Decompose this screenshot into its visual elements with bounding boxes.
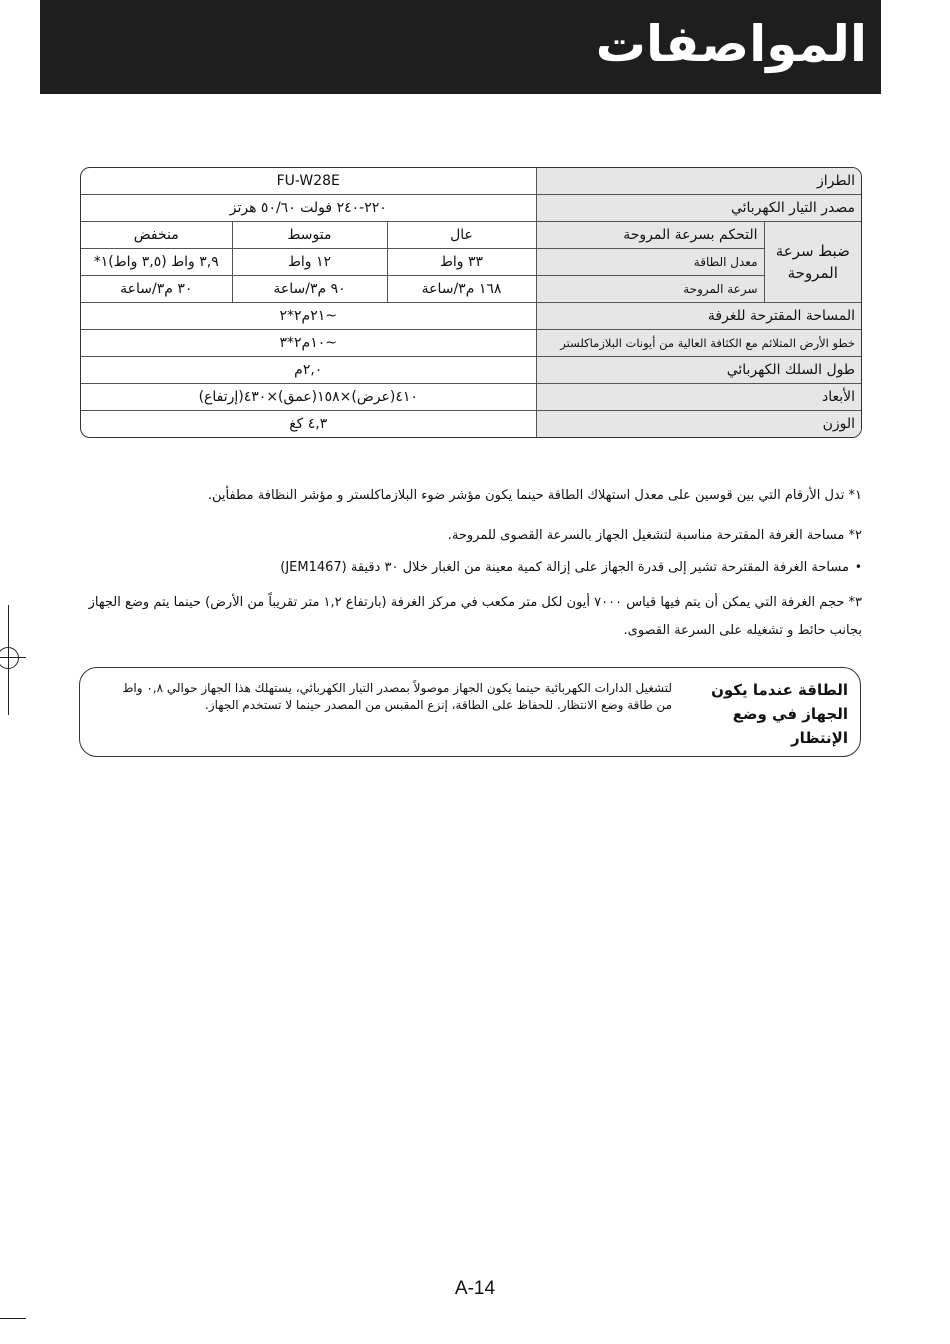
power-value: ٢٢٠-٢٤٠ فولت ٥٠/٦٠ هرتز bbox=[81, 195, 536, 222]
table-row bbox=[81, 222, 861, 249]
room-value: ~٢١م٢*٢ bbox=[81, 303, 536, 330]
fan-speed-group-label: ضبط سرعة المروحة bbox=[764, 222, 861, 303]
rate-medium: ١٢ واط bbox=[232, 249, 387, 276]
rate-label: معدل الطاقة bbox=[536, 249, 764, 276]
footnote-3: ٣* حجم الغرفة التي يمكن أن يتم فيها قياس ٧٠٠٠ أيون لكل متر مكعب في مركز الغرفة (بارتفاع ١,٢ متر تقريباً من الأرض) حينما يتم وضع الجهاز بجانب حائط و تشغيله على السرعة القصوى. bbox=[88, 595, 862, 638]
footnote-1: ١* تدل الأرقام التي بين قوسين على معدل استهلاك الطاقة حينما يكون مؤشر ضوء البلازماكلستر و مؤشر النظافة مطفأين. bbox=[207, 488, 862, 503]
rate-low: ٣,٩ واط (٣,٥ واط)١* bbox=[81, 249, 232, 276]
specifications-table bbox=[80, 167, 862, 438]
rate-high: ٣٣ واط bbox=[387, 249, 536, 276]
footnote-bullet-line bbox=[80, 558, 862, 577]
airflow-high: ١٦٨ م٣/ساعة bbox=[387, 276, 536, 303]
dimensions-label: الأبعاد bbox=[536, 384, 861, 411]
page-number: A-14 bbox=[454, 1278, 496, 1299]
table-row bbox=[81, 168, 861, 195]
dimensions-value: ٤١٠(عرض)×١٥٨(عمق)×٤٣٠(إرتفاع) bbox=[81, 384, 536, 411]
speed-col-medium: متوسط bbox=[232, 222, 387, 249]
table-row bbox=[81, 303, 861, 330]
table-row bbox=[81, 276, 861, 303]
model-value: FU-W28E bbox=[81, 168, 536, 195]
cord-value: ٢,٠م bbox=[81, 357, 536, 384]
standby-power-box bbox=[79, 667, 861, 757]
table-row bbox=[81, 249, 861, 276]
standby-power-title: الطاقة عندما يكون الجهاز في وضع الإنتظار bbox=[711, 681, 848, 747]
ion-value: ~١٠م٢*٣ bbox=[81, 330, 536, 357]
page-title: المواصفات bbox=[595, 15, 867, 73]
footnote-2: ٢* مساحة الغرفة المقترحة مناسبة لتشغيل الجهاز بالسرعة القصوى للمروحة. bbox=[447, 528, 862, 543]
power-label: مصدر التيار الكهربائي bbox=[536, 195, 861, 222]
footnote-bullet-text: مساحة الغرفة المقترحة تشير إلى قدرة الجهاز على إزالة كمية معينة من الغبار خلال ٣٠ دقيقة (JEM1467) bbox=[280, 560, 849, 575]
cord-label: طول السلك الكهربائي bbox=[536, 357, 861, 384]
crop-mark bbox=[0, 1318, 26, 1319]
weight-label: الوزن bbox=[536, 411, 861, 438]
model-label: الطراز bbox=[536, 168, 861, 195]
table-row bbox=[81, 411, 861, 438]
room-label: المساحة المقترحة للغرفة bbox=[536, 303, 861, 330]
weight-value: ٤,٣ كغ bbox=[81, 411, 536, 438]
table-row bbox=[81, 384, 861, 411]
speed-label: التحكم بسرعة المروحة bbox=[536, 222, 764, 249]
speed-col-low: منخفض bbox=[81, 222, 232, 249]
ion-label: خطو الأرض المتلائم مع الكثافة العالية من أيونات البلازماكلستر bbox=[536, 330, 861, 357]
header-bar bbox=[40, 0, 881, 94]
bullet-icon: • bbox=[854, 560, 862, 574]
airflow-medium: ٩٠ م٣/ساعة bbox=[232, 276, 387, 303]
airflow-label: سرعة المروحة bbox=[536, 276, 764, 303]
speed-col-high: عال bbox=[387, 222, 536, 249]
table-row bbox=[81, 330, 861, 357]
standby-power-text: لتشغيل الدارات الكهربائية حينما يكون الجهاز موصولاً بمصدر التيار الكهربائي، يستهلك هذا الجهاز حوالي ٠,٨ واط من طاقة وضع الانتظار. للحفاظ على الطاقة، إنزع المقبس من المصدر حينما لا تستخدم الجهاز. bbox=[122, 681, 672, 712]
registration-mark bbox=[0, 647, 19, 669]
airflow-low: ٣٠ م٣/ساعة bbox=[81, 276, 232, 303]
table-row bbox=[81, 195, 861, 222]
table-row bbox=[81, 357, 861, 384]
